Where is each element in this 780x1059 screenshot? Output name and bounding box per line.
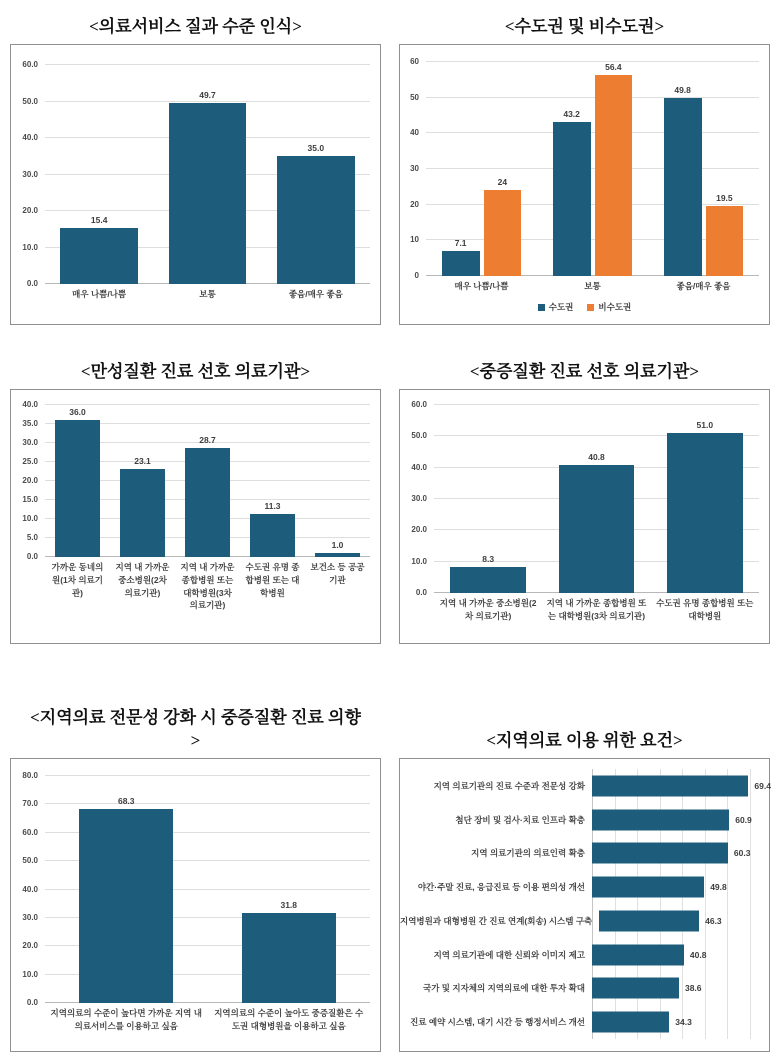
bar-value-label: 40.8: [689, 949, 707, 960]
bar-slot: [305, 405, 370, 557]
category-label: 지역 내 가까운 중소병원(2차 의료기관): [115, 562, 170, 598]
bar-value-label: 35.0: [307, 143, 325, 154]
legend-swatch-capital: [538, 304, 545, 311]
bar-slot: [208, 776, 371, 1003]
bar-value-label: 56.4: [605, 61, 622, 72]
bar: [484, 177, 522, 276]
bar: [667, 420, 743, 593]
chart-title-service-quality: <의료서비스 질과 수준 인식>: [89, 17, 302, 37]
bar-slot: [434, 405, 542, 593]
bar-value-label: 7.1: [454, 237, 467, 248]
charts-row-1: [10, 8, 770, 325]
bar-track: [592, 870, 761, 904]
category-label: 지역병원과 대형병원 간 진료 연계(회송) 시스템 구축: [400, 915, 593, 926]
bar-slot: [651, 405, 759, 593]
bar-slot: [45, 65, 153, 284]
bar: [277, 143, 355, 284]
y-tick-label: 10: [410, 235, 419, 245]
y-tick-label: 10.0: [411, 556, 427, 566]
chart-title-usage-requirements: <지역의료 이용 위한 요건>: [486, 731, 683, 751]
category-label: 첨단 장비 및 검사·치료 인프라 확충: [455, 814, 585, 825]
chart-panel-usage-requirements: [399, 704, 770, 1052]
hbar-row: [400, 803, 761, 837]
bar: [592, 1012, 669, 1033]
x-axis-labels: [434, 593, 759, 633]
plot-grid: [45, 65, 370, 284]
bar: [315, 540, 361, 557]
x-axis-labels: [426, 276, 759, 298]
bar: [592, 877, 704, 898]
charts-row-3: [10, 704, 770, 1052]
category-label: 수도권 유명 종합병원 또는 대학병원: [656, 598, 754, 621]
bar-value-label: 49.8: [710, 882, 727, 893]
bar: [706, 193, 744, 276]
y-tick-label: 40: [410, 128, 419, 138]
y-tick-label: 20.0: [411, 525, 427, 535]
bar-value-label: 69.4: [754, 780, 771, 791]
bar: [595, 61, 633, 276]
bar-value-label: 31.8: [280, 899, 298, 910]
bar: [592, 978, 679, 999]
y-tick-label: 20: [410, 199, 419, 209]
y-tick-label: 0: [414, 271, 419, 280]
bar-value-label: 24: [497, 177, 508, 188]
x-axis-labels: [45, 557, 370, 633]
category-label: 국가 및 지자체의 지역의료에 대한 투자 확대: [423, 983, 585, 994]
bar: [592, 775, 748, 796]
bar-value-label: 68.3: [117, 796, 135, 807]
legend-label: 비수도권: [598, 302, 632, 312]
category-label: 보통: [584, 281, 601, 291]
bar: [242, 899, 336, 1003]
y-tick-label: 30.0: [22, 912, 38, 922]
y-tick-label: 35.0: [22, 419, 38, 428]
bar-slot: [45, 776, 208, 1003]
capital-vs-noncapital-chart: [399, 44, 770, 325]
bar-value-label: 15.4: [90, 214, 108, 225]
legend-swatch-noncapital: [587, 304, 594, 311]
category-label: 수도권 유명 종합병원 또는 대학병원: [245, 562, 300, 598]
category-label: 좋음/매우 좋음: [676, 281, 731, 291]
plot-area: [11, 60, 380, 288]
bar: [553, 108, 591, 276]
bar-value-label: 36.0: [69, 407, 86, 418]
bar: [592, 843, 728, 864]
y-tick-label: 50.0: [411, 431, 427, 441]
bar: [185, 434, 231, 557]
category-label: 좋음/매우 좋음: [288, 289, 343, 299]
y-tick-label: 0.0: [26, 998, 38, 1007]
y-tick-label: 25.0: [22, 457, 38, 466]
bar: [592, 944, 684, 965]
chart-panel-severe-disease: [399, 355, 770, 644]
bar-value-label: 1.0: [331, 540, 344, 551]
category-label: 지역 의료기관의 진료 수준과 전문성 강화: [433, 780, 585, 791]
bar-slot: [45, 405, 110, 557]
y-tick-label: 10.0: [22, 514, 38, 523]
bar: [250, 501, 296, 557]
hbar-row: [400, 1005, 761, 1039]
y-axis: [400, 400, 434, 597]
chart-title-chronic-disease: <만성질환 진료 선호 의료기관>: [80, 362, 311, 382]
y-tick-label: 80.0: [22, 771, 38, 780]
category-label: 진료 예약 시스템, 대기 시간 등 행정서비스 개선: [410, 1017, 585, 1028]
bar: [442, 237, 480, 276]
category-label: 보통: [199, 289, 216, 299]
bar-group: [648, 62, 759, 276]
chart-panel-capital-vs-noncapital: [399, 8, 770, 325]
bars: [45, 776, 370, 1003]
y-tick-label: 40.0: [411, 462, 427, 472]
bar: [60, 214, 138, 284]
y-axis: [11, 771, 45, 1007]
bar-value-label: 49.7: [199, 89, 216, 100]
chart-title-treatment-intention: <지역의료 전문성 강화 시 중증질환 진료 의향>: [30, 708, 361, 751]
plot-area: [11, 771, 380, 1007]
bars: [45, 65, 370, 284]
bar-slot: [240, 405, 305, 557]
bar-value-label: 34.3: [675, 1017, 692, 1028]
bar-track: [592, 1005, 761, 1039]
bar: [450, 554, 526, 593]
x-axis-labels: [45, 284, 370, 308]
y-tick-label: 60.0: [22, 827, 38, 837]
category-label: 지역의료의 수준이 높다면 가까운 지역 내 의료서비스를 이용하고 싶음: [50, 1008, 202, 1031]
bar-track: [592, 769, 771, 803]
bar-slot: [542, 405, 650, 593]
bar-track: [592, 938, 761, 972]
category-label: 지역 의료기관에 대한 신뢰와 이미지 제고: [433, 949, 585, 960]
chronic-disease-chart: [10, 389, 381, 644]
y-tick-label: 30: [410, 164, 419, 173]
y-tick-label: 10.0: [22, 969, 38, 979]
bar: [79, 796, 173, 1003]
legend-label: 수도권: [548, 302, 574, 312]
bar-slot: [153, 65, 261, 284]
y-tick-label: 0.0: [26, 552, 38, 561]
hbar-row: [400, 938, 761, 972]
y-tick-label: 0.0: [415, 588, 427, 597]
category-label: 야간·주말 진료, 응급진료 등 이용 편의성 개선: [417, 882, 585, 893]
treatment-intention-chart: [10, 758, 381, 1052]
bar: [559, 452, 635, 593]
category-label: 지역 내 가까운 종합병원 또는 대학병원(3차 의료기관): [180, 562, 235, 611]
bar-value-label: 40.8: [588, 452, 605, 463]
category-label: 지역 내 가까운 종합병원 또는 대학병원(3차 의료기관): [546, 598, 647, 621]
bar-track: [592, 837, 761, 871]
y-axis: [400, 57, 426, 280]
bar: [169, 89, 247, 284]
bar: [55, 407, 101, 557]
y-tick-label: 0.0: [26, 279, 38, 288]
y-tick-label: 40.0: [22, 133, 38, 143]
hbar-row: [400, 972, 761, 1006]
y-tick-label: 30.0: [22, 438, 38, 447]
category-label: 매우 나쁨/나쁨: [454, 281, 509, 291]
plot-grid: [434, 405, 759, 593]
y-axis: [11, 60, 45, 288]
x-axis-labels: [45, 1003, 370, 1041]
plot-grid: [426, 62, 759, 276]
chart-panel-treatment-intention: [10, 704, 381, 1052]
bar-value-label: 60.3: [733, 848, 751, 859]
bar-track: [599, 904, 761, 938]
bar-value-label: 8.3: [482, 554, 495, 564]
plot-area: [400, 400, 769, 597]
chart-panel-service-quality: [10, 8, 381, 325]
bar-value-label: 43.2: [563, 108, 580, 119]
bar-value-label: 51.0: [696, 420, 714, 431]
y-tick-label: 20.0: [22, 206, 38, 216]
plot-area: [400, 769, 771, 1039]
bar-track: [592, 972, 761, 1006]
hbar-row: [400, 837, 761, 871]
y-tick-label: 5.0: [26, 533, 38, 542]
y-tick-label: 50: [410, 92, 419, 102]
chart-panel-chronic-disease: [10, 355, 381, 644]
charts-row-2: [10, 355, 770, 644]
bar: [599, 910, 699, 931]
bar-track: [592, 803, 761, 837]
y-tick-label: 60: [410, 57, 419, 66]
bar-value-label: 49.8: [674, 85, 691, 96]
bar-slot: [175, 405, 240, 557]
chart-title-capital-vs-noncapital: <수도권 및 비수도권>: [504, 17, 665, 37]
service-quality-chart: [10, 44, 381, 325]
y-tick-label: 15.0: [22, 495, 38, 504]
hbar-row: [400, 904, 761, 938]
legend-item: [538, 301, 574, 313]
severe-disease-chart: [399, 389, 770, 644]
bars: [434, 405, 759, 593]
y-tick-label: 20.0: [22, 476, 38, 485]
bar-value-label: 60.9: [735, 814, 752, 825]
usage-requirements-chart: [399, 758, 770, 1052]
category-label: 지역 내 가까운 중소병원(2차 의료기관): [439, 598, 537, 621]
plot-area: [400, 57, 769, 280]
bar: [592, 809, 729, 830]
bar-value-label: 23.1: [134, 456, 151, 467]
bar: [664, 85, 702, 276]
category-label: 보건소 등 공공기관: [310, 562, 365, 585]
bar-value-label: 11.3: [264, 501, 281, 512]
bars: [45, 405, 370, 557]
y-tick-label: 50.0: [22, 96, 38, 106]
y-tick-label: 60.0: [411, 400, 427, 409]
legend-item: [587, 301, 631, 313]
y-tick-label: 60.0: [22, 60, 38, 69]
bar-value-label: 46.3: [705, 915, 722, 926]
bar-value-label: 38.6: [684, 983, 702, 994]
bar-group: [537, 62, 648, 276]
category-label: 매우 나쁨/나쁨: [72, 289, 127, 299]
hbar-row: [400, 870, 761, 904]
y-tick-label: 40.0: [22, 400, 38, 409]
category-label: 지역의료의 수준이 높아도 중증질환은 수도권 대형병원을 이용하고 싶음: [214, 1008, 364, 1031]
plot-grid: [45, 405, 370, 557]
y-tick-label: 30.0: [411, 494, 427, 503]
y-tick-label: 70.0: [22, 799, 38, 809]
bar-group: [426, 62, 537, 276]
bar-value-label: 28.7: [199, 434, 216, 445]
y-tick-label: 50.0: [22, 856, 38, 866]
bars: [426, 62, 759, 276]
bar: [120, 456, 166, 557]
y-axis: [11, 400, 45, 561]
category-label: 가까운 동네의원(1차 의료기관): [51, 562, 104, 598]
bar-slot: [110, 405, 175, 557]
hbar-row: [400, 769, 771, 803]
y-tick-label: 10.0: [22, 242, 38, 252]
chart-title-severe-disease: <중증질환 진료 선호 의료기관>: [469, 362, 700, 382]
bar-value-label: 19.5: [716, 193, 733, 204]
category-label: 지역 의료기관의 의료인력 확충: [471, 848, 585, 859]
y-tick-label: 20.0: [22, 941, 38, 951]
plot-area: [11, 400, 380, 561]
legend: [400, 298, 769, 318]
y-tick-label: 40.0: [22, 884, 38, 894]
y-tick-label: 30.0: [22, 169, 38, 179]
plot-grid: [45, 776, 370, 1003]
bar-slot: [262, 65, 370, 284]
